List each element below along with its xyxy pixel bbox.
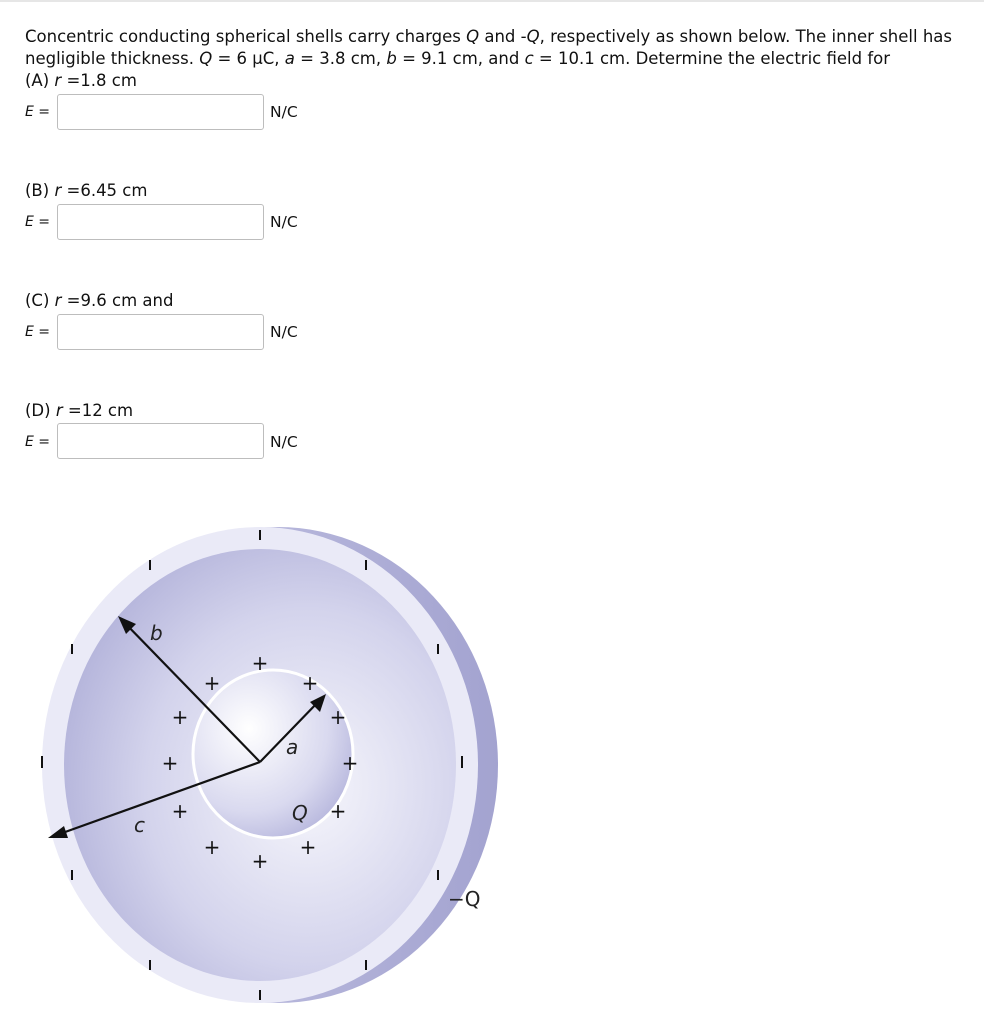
plus-sign: +: [171, 799, 189, 823]
part-b-e-label: E =: [25, 214, 51, 230]
part-b-label: (B) r =6.45 cm: [25, 181, 148, 200]
plus-sign: +: [251, 849, 269, 873]
plus-sign: +: [171, 705, 189, 729]
part-d-e-label: E =: [25, 434, 51, 450]
plus-sign: +: [341, 751, 359, 775]
plus-sign: +: [203, 835, 221, 859]
plus-sign: +: [301, 671, 319, 695]
part-d-unit: N/C: [270, 433, 298, 451]
concentric-shells-figure: [20, 520, 520, 1020]
top-divider: [0, 0, 984, 2]
part-c-answer-input[interactable]: [57, 314, 264, 350]
plus-sign: +: [161, 751, 179, 775]
plus-sign: +: [329, 799, 347, 823]
part-b-answer-input[interactable]: [57, 204, 264, 240]
part-b-unit: N/C: [270, 213, 298, 231]
label-q: Q: [292, 801, 308, 825]
part-d-answer-input[interactable]: [57, 423, 264, 459]
part-c-unit: N/C: [270, 323, 298, 341]
plus-sign: +: [203, 671, 221, 695]
part-a-unit: N/C: [270, 103, 298, 121]
part-c-label: (C) r =9.6 cm and: [25, 291, 174, 310]
part-a-e-label: E =: [25, 104, 51, 120]
label-neg-q: −Q: [448, 887, 481, 911]
label-c: c: [134, 813, 145, 837]
plus-sign: +: [299, 835, 317, 859]
plus-sign: +: [251, 651, 269, 675]
part-a-label: (A) r =1.8 cm: [25, 71, 137, 90]
part-c-e-label: E =: [25, 324, 51, 340]
plus-sign: +: [329, 705, 347, 729]
part-a-answer-input[interactable]: [57, 94, 264, 130]
part-d-label: (D) r =12 cm: [25, 401, 134, 420]
label-b: b: [150, 621, 163, 645]
label-a: a: [286, 735, 299, 759]
problem-statement: Concentric conducting spherical shells carry charges Q and -Q, respectively as shown below. The inner shell has negligible thickness. Q = 6 μC, a = 3.8 cm, b = 9.1 cm, and c = 10.1 cm. Determine the electric field for: [25, 27, 952, 68]
